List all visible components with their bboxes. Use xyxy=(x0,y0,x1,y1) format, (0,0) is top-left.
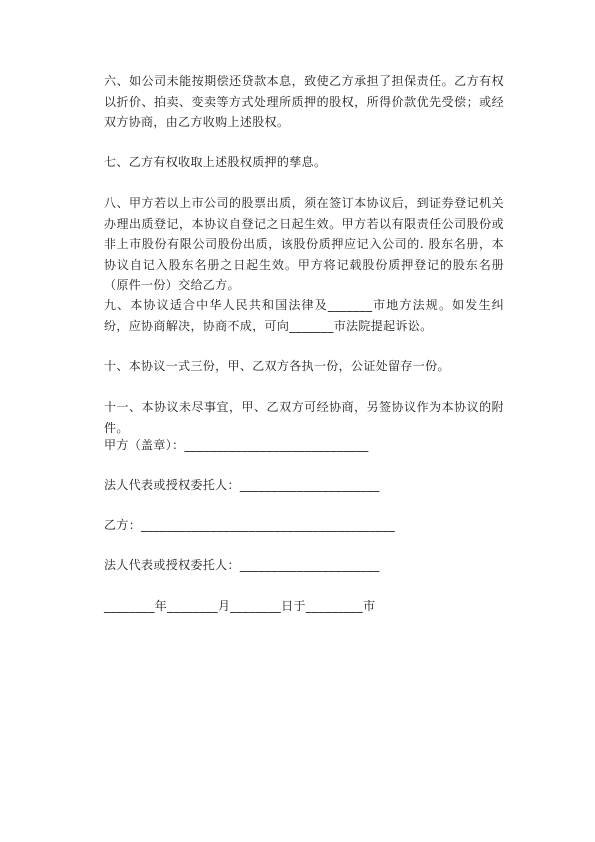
clause-10-text: 十、本协议一式三份，甲、乙双方各执一份，公证处留存一份。 xyxy=(104,359,450,373)
date-place-line: ________年________月________日于_________市 xyxy=(104,599,376,613)
clause-10 xyxy=(104,356,504,377)
clause-11 xyxy=(104,397,504,438)
clause-11-text: 十一、本协议未尽事宜，甲、乙双方可经协商，另签协议作为本协议的附件。 xyxy=(104,400,504,435)
party-b-representative-line: 法人代表或授权委托人：______________________ xyxy=(104,558,380,572)
clause-8 xyxy=(104,193,504,296)
clause-8-text: 八、甲方若以上市公司的股票出质，须在签订本协议后，到证券登记机关办理出质登记，本协议自登记之日起生效。甲方若以有限责任公司股份或非上市股份有限公司股份出质，该股份质押应记入公司的. 股东名册，本协议自记入股东名册之日起生效。甲方将记载股份质押登记的股东名册（原件一份）交给乙方。 xyxy=(104,196,504,292)
clause-7 xyxy=(104,152,504,173)
party-b-signature-line: 乙方：________________________________________ xyxy=(104,518,396,532)
party-a-representative-line: 法人代表或授权委托人：______________________ xyxy=(104,478,380,492)
clause-9 xyxy=(104,295,504,336)
clause-6-text: 六、如公司未能按期偿还贷款本息，致使乙方承担了担保责任。乙方有权以折价、拍卖、变卖等方式处理所质押的股权，所得价款优先受偿；或经双方协商，由乙方收购上述股权。 xyxy=(104,74,504,129)
party-a-signature-line: 甲方（盖章）：_____________________________ xyxy=(104,438,369,452)
clause-7-text: 七、乙方有权收取上述股权质押的孳息。 xyxy=(104,155,327,169)
clause-9-text: 九、本协议适合中华人民共和国法律及_______市地方法规。如发生纠纷，应协商解决，协商不成，可向_______市法院提起诉讼。 xyxy=(104,298,504,333)
clause-6 xyxy=(104,71,504,133)
